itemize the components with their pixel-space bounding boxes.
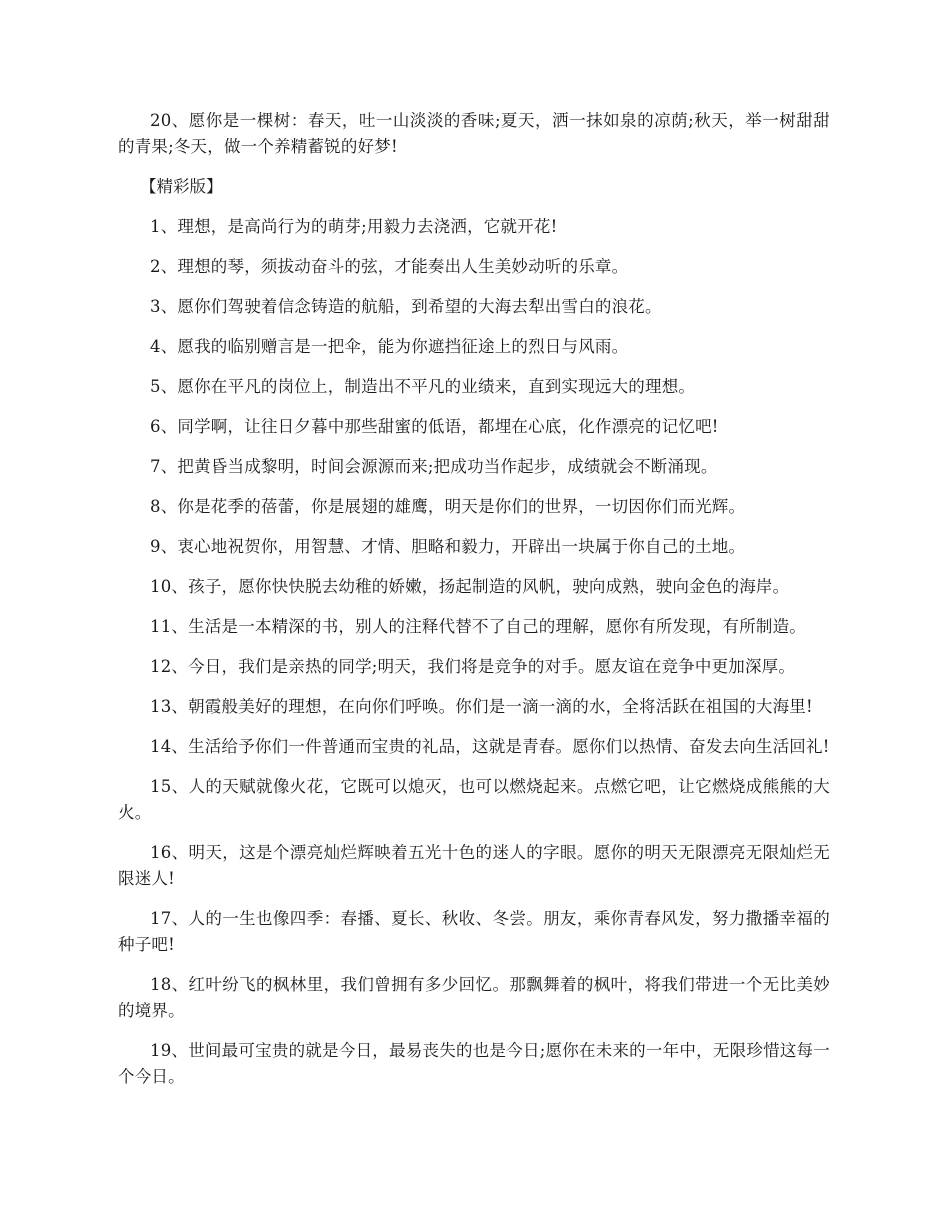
item-number: 4、 xyxy=(150,337,178,356)
item-text: 愿你们驾驶着信念铸造的航船，到希望的大海去犁出雪白的浪花。 xyxy=(177,297,662,316)
item-number: 3、 xyxy=(150,297,178,316)
item-number: 1、 xyxy=(150,217,178,236)
list-item xyxy=(118,734,830,760)
item-text: 孩子，愿你快快脱去幼稚的娇嫩，扬起制造的风帆，驶向成熟，驶向金色的海岸。 xyxy=(188,577,790,596)
item-text: 愿我的临别赠言是一把伞，能为你遮挡征途上的烈日与风雨。 xyxy=(177,337,629,356)
item-text: 生活给予你们一件普通而宝贵的礼品，这就是青春。愿你们以热情、奋发去向生活回礼! xyxy=(188,737,830,756)
list-item xyxy=(118,1038,830,1090)
item-number: 17、 xyxy=(150,909,189,928)
item-number: 12、 xyxy=(150,657,189,676)
item-text: 理想，是高尚行为的萌芽;用毅力去浇洒，它就开花! xyxy=(177,217,558,236)
list-item xyxy=(118,374,830,400)
item-number: 15、 xyxy=(150,777,189,796)
item-text: 同学啊，让往日夕暮中那些甜蜜的低语，都埋在心底，化作漂亮的记忆吧! xyxy=(177,417,719,436)
list-item xyxy=(118,906,830,958)
item-text: 理想的琴，须拔动奋斗的弦，才能奏出人生美妙动听的乐章。 xyxy=(177,257,629,276)
item-number: 2、 xyxy=(150,257,178,276)
list-item xyxy=(118,534,830,560)
wishes-list xyxy=(118,214,830,1090)
item-text: 生活是一本精深的书，别人的注释代替不了自己的理解，愿你有所发现，有所制造。 xyxy=(188,617,807,636)
item-text: 人的天赋就像火花，它既可以熄灭，也可以燃烧起来。点燃它吧，让它燃烧成熊熊的大火。 xyxy=(118,777,830,822)
item-text: 红叶纷飞的枫林里，我们曾拥有多少回忆。那飘舞着的枫叶，将我们带进一个无比美妙的境界。 xyxy=(118,975,830,1020)
item-number: 14、 xyxy=(150,737,189,756)
item-text: 人的一生也像四季：春播、夏长、秋收、冬尝。朋友，乘你青春风发，努力撒播幸福的种子吧! xyxy=(118,909,830,954)
item-number: 18、 xyxy=(150,975,189,994)
list-item xyxy=(118,294,830,320)
list-item xyxy=(118,774,830,826)
item-number: 16、 xyxy=(150,843,189,862)
item-text: 愿你是一棵树：春天，吐一山淡淡的香味;夏天，洒一抹如泉的凉荫;秋天，举一树甜甜的青果;冬天，做一个养精蓄锐的好梦! xyxy=(118,111,830,156)
item-number: 5、 xyxy=(150,377,178,396)
item-text: 世间最可宝贵的就是今日，最易丧失的也是今日;愿你在未来的一年中，无限珍惜这每一个今日。 xyxy=(118,1041,831,1086)
item-number: 8、 xyxy=(150,497,178,516)
list-item xyxy=(118,494,830,520)
list-item xyxy=(118,334,830,360)
list-item xyxy=(118,694,830,720)
list-item xyxy=(118,414,830,440)
list-item xyxy=(118,454,830,480)
item-number: 20、 xyxy=(150,111,189,130)
item-number: 7、 xyxy=(150,457,178,476)
list-item xyxy=(118,654,830,680)
item-text: 朝霞般美好的理想，在向你们呼唤。你们是一滴一滴的水，全将活跃在祖国的大海里! xyxy=(188,697,813,716)
item-text: 明天，这是个漂亮灿烂辉映着五光十色的迷人的字眼。愿你的明天无限漂亮无限灿烂无限迷人! xyxy=(118,843,830,888)
list-item xyxy=(118,614,830,640)
item-number: 19、 xyxy=(150,1041,189,1060)
item-text: 衷心地祝贺你，用智慧、才情、胆略和毅力，开辟出一块属于你自己的土地。 xyxy=(177,537,746,556)
item-number: 13、 xyxy=(150,697,189,716)
item-text: 把黄昏当成黎明，时间会源源而来;把成功当作起步，成绩就会不断涌现。 xyxy=(177,457,718,476)
item-text: 今日，我们是亲热的同学;明天，我们将是竞争的对手。愿友谊在竞争中更加深厚。 xyxy=(188,657,796,676)
list-item xyxy=(118,214,830,240)
list-item xyxy=(118,254,830,280)
item-number: 10、 xyxy=(150,577,189,596)
item-text: 愿你在平凡的岗位上，制造出不平凡的业绩来，直到实现远大的理想。 xyxy=(177,377,696,396)
document-body xyxy=(118,108,830,1104)
list-item xyxy=(118,574,830,600)
list-item xyxy=(118,972,830,1024)
item-text: 你是花季的蓓蕾，你是展翅的雄鹰，明天是你们的世界，一切因你们而光辉。 xyxy=(177,497,746,516)
item-number: 11、 xyxy=(150,617,189,636)
intro-paragraph xyxy=(118,108,830,160)
list-item xyxy=(118,840,830,892)
item-number: 9、 xyxy=(150,537,178,556)
item-number: 6、 xyxy=(150,417,178,436)
section-heading: 【精彩版】 xyxy=(140,177,223,196)
